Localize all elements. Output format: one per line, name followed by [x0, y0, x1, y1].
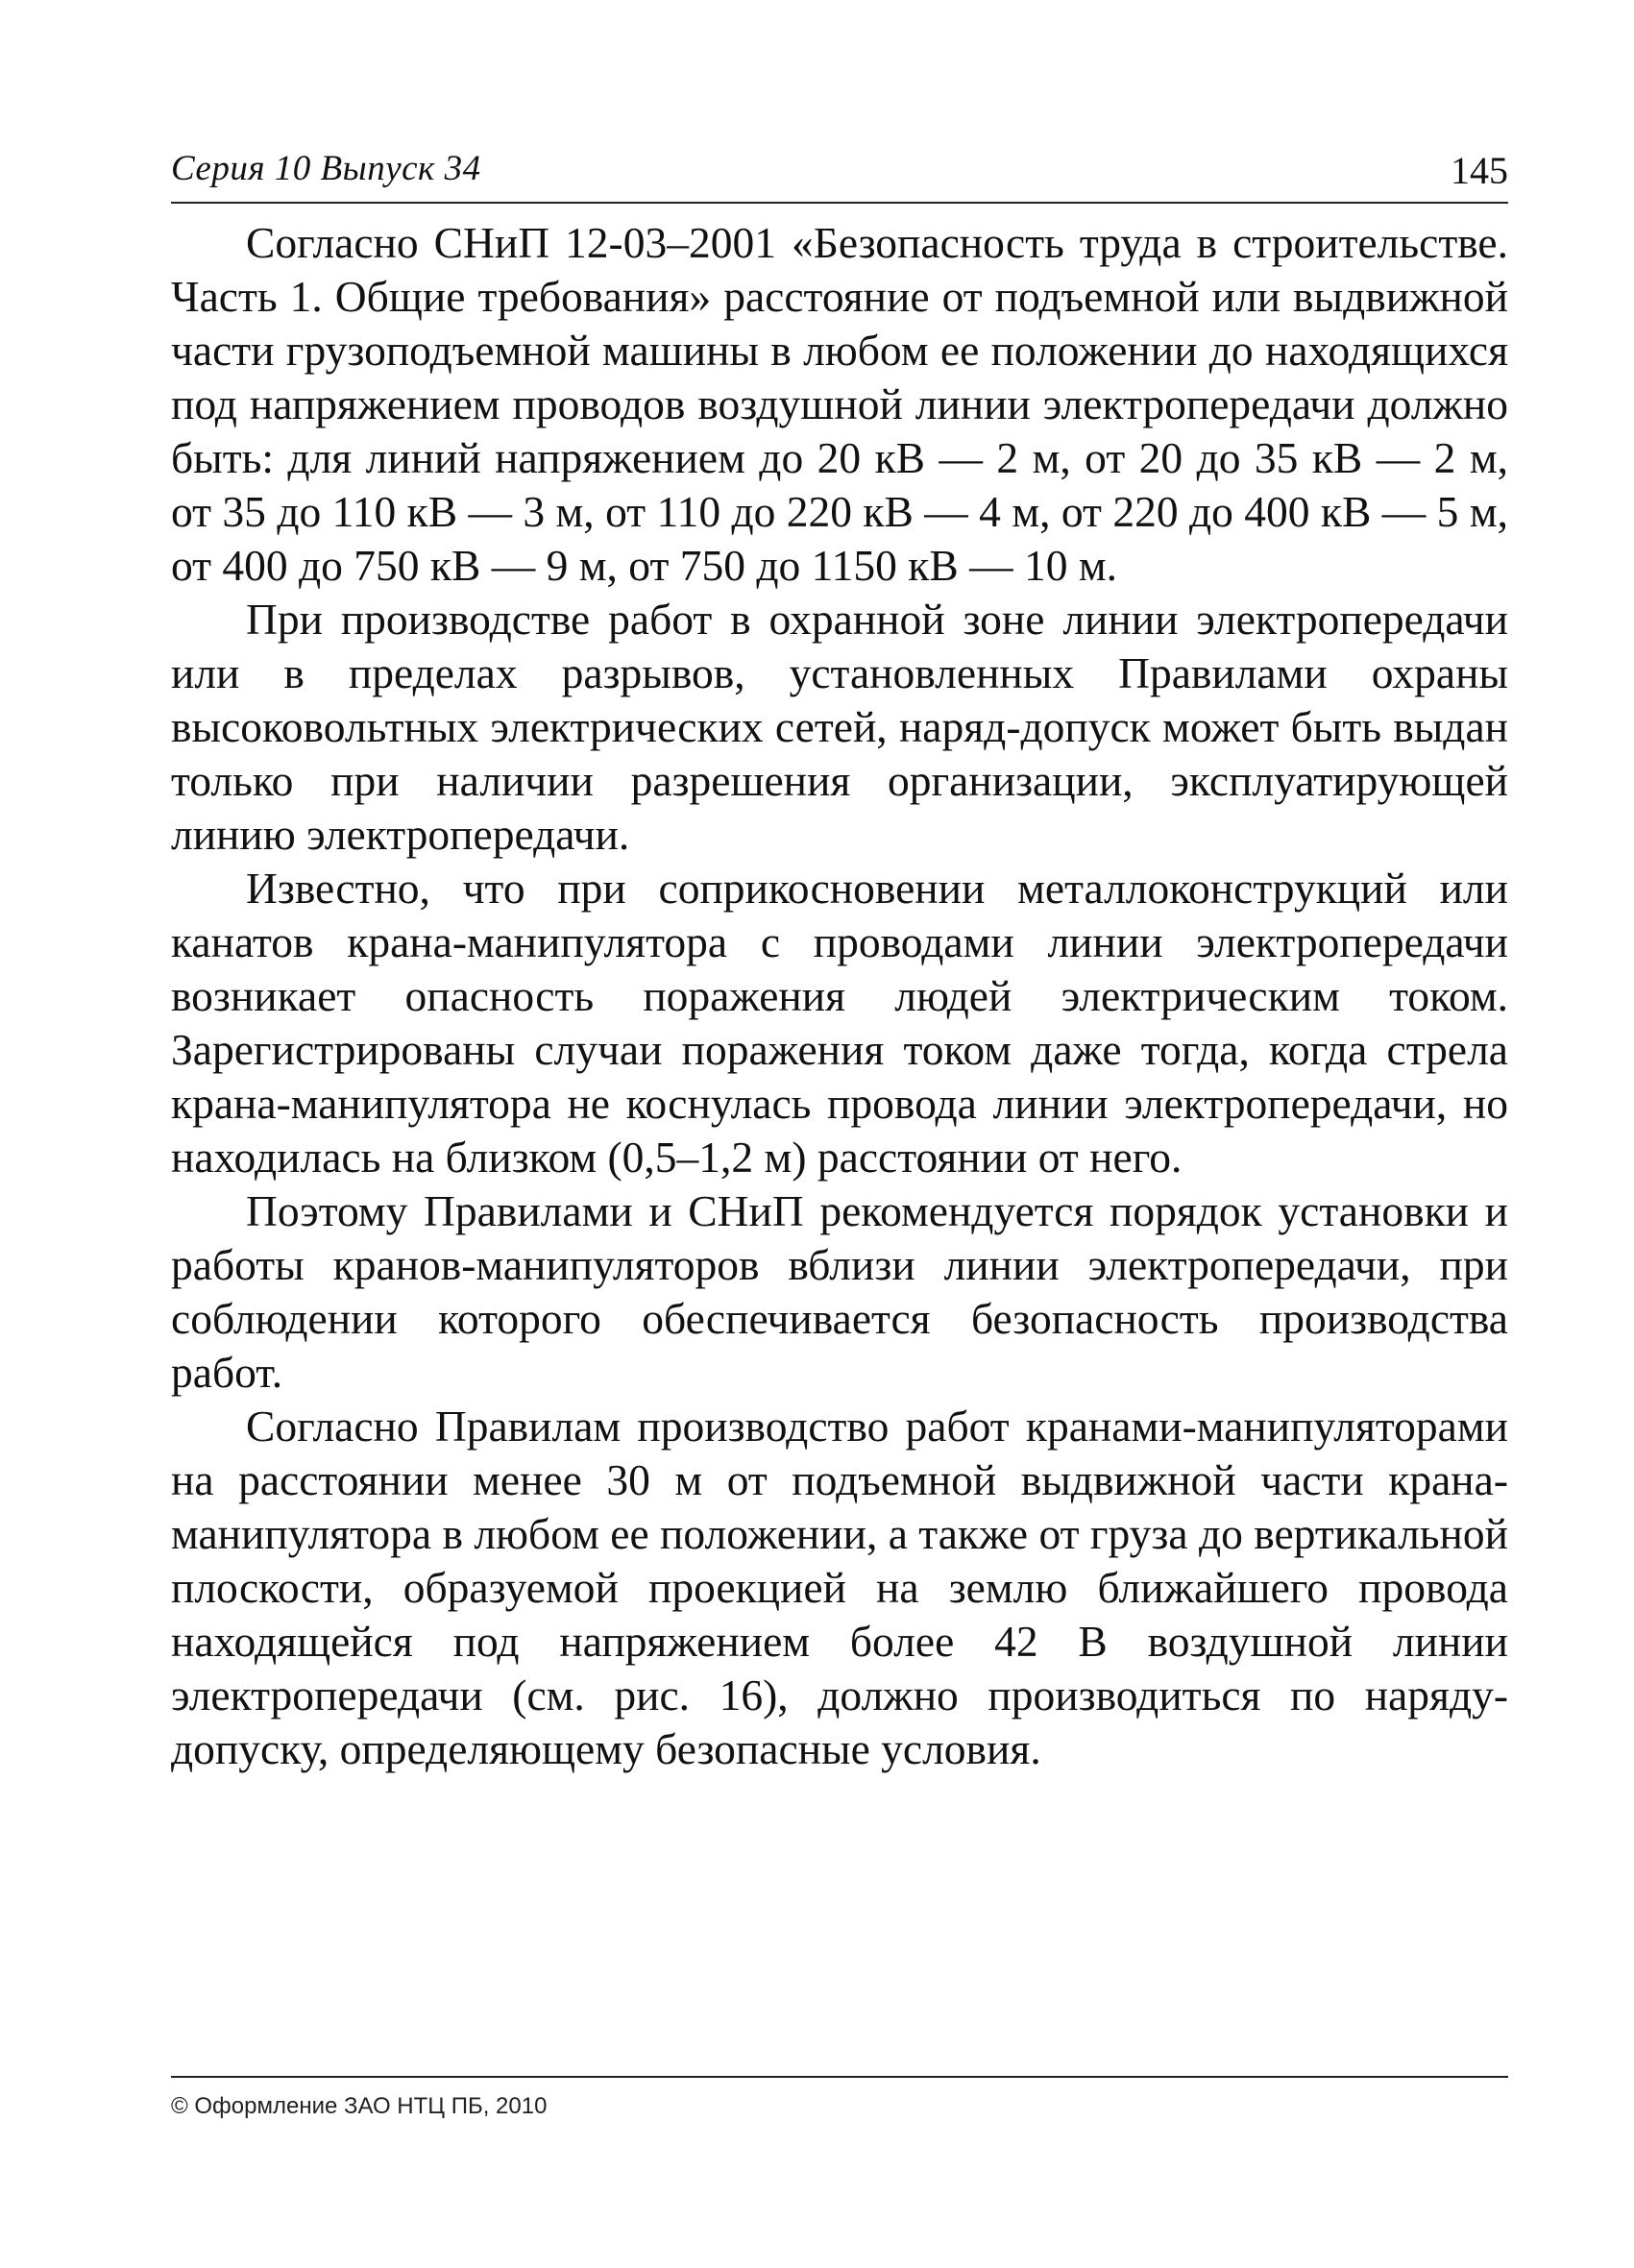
series-title: Серия 10 Выпуск 34: [171, 149, 481, 188]
paragraph-protection-zone: При производстве работ в охранной зоне линии электропередачи или в пределах разрывов, установленных Правилами охраны высоковольтных электрических сетей, наряд-допуск может быть выдан только при наличии разрешения организации, эксплуатирующей линию электропередачи.: [171, 595, 1508, 859]
paragraph-recommended-procedure: Поэтому Правилами и СНиП рекомендуется порядок установки и работы кранов-манипуляторов вблизи линии электропередачи, при соблюдении которого обеспечивается безопасность производства работ.: [171, 1186, 1508, 1397]
paragraph-work-permit: Согласно Правилам производство работ кранами-манипуляторами на расстоянии менее 30 м от подъемной выдвижной части крана-манипулятора в любом ее положении, а также от груза до вертикальной плоскости, образуемой проекцией на землю ближайшего провода находящейся под напряжением более 42 В воздушной линии электропередачи (см. рис. 16), должно производиться по наряду-допуску, определяющему безопасные условия.: [171, 1402, 1508, 1773]
paragraph-electric-shock-danger: Известно, что при соприкосновении металлоконструкций или канатов крана-манипулятора с проводами линии электропередачи возникает опасность поражения людей электрическим током. Зарегистрированы случаи поражения током даже тогда, когда стрела крана-манипулятора не коснулась провода линии электропередачи, но находилась на близком (0,5–1,2 м) расстоянии от него.: [171, 864, 1508, 1182]
page-number: 145: [1451, 149, 1508, 192]
running-head: [171, 144, 1508, 204]
page-footer: [171, 2076, 1508, 2120]
copyright-notice: © Оформление ЗАО НТЦ ПБ, 2010: [171, 2093, 548, 2119]
paragraph-snip-distances: Согласно СНиП 12-03–2001 «Безопасность труда в строительстве. Часть 1. Общие требования» расстояние от подъемной или выдвижной части грузоподъемной машины в любом ее положении до находящихся под напряжением проводов воздушной линии электропередачи должно быть: для линий напряжением до 20 кВ — 2 м, от 20 до 35 кВ — 2 м, от 35 до 110 кВ — 3 м, от 110 до 220 кВ — 4 м, от 220 до 400 кВ — 5 м, от 400 до 750 кВ — 9 м, от 750 до 1150 кВ — 10 м.: [171, 218, 1508, 590]
body-text: [171, 216, 1508, 1776]
